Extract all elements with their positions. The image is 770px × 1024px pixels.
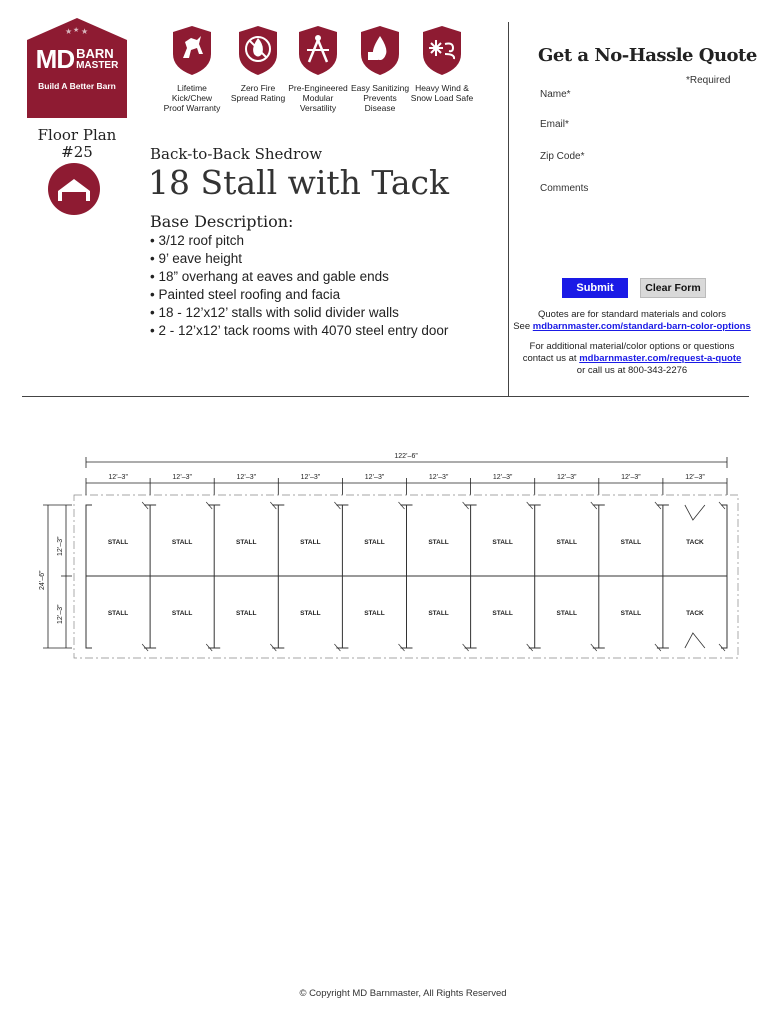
- note-colors: [512, 321, 752, 333]
- list-item: • 2 - 12’x12’ tack rooms with 4070 steel entry door: [150, 323, 449, 338]
- color-options-link[interactable]: mdbarnmaster.com/standard-barn-color-options: [532, 321, 751, 332]
- badge-engineered-l1: Pre-Engineered: [288, 83, 348, 93]
- stall-label: STALL: [492, 539, 513, 546]
- stall-label: STALL: [428, 539, 449, 546]
- stall-label: STALL: [236, 610, 257, 617]
- list-item: • 18” overhang at eaves and gable ends: [150, 269, 389, 284]
- quote-heading: Get a No-Hassle Quote: [538, 45, 757, 66]
- floor-plan-number: #25: [61, 143, 93, 161]
- badge-wind-l1: Heavy Wind &: [415, 83, 469, 93]
- overall-depth-label: 24’–6”: [39, 570, 46, 590]
- logo-tagline: Build A Better Barn: [38, 81, 116, 91]
- email-label: Email*: [540, 119, 569, 130]
- list-item: • 3/12 roof pitch: [150, 233, 245, 248]
- bay-dimension-label: 12’–3”: [236, 474, 256, 481]
- svg-text:★: ★: [73, 27, 80, 34]
- page-subtitle: Back-to-Back Shedrow: [150, 145, 323, 163]
- note-additional: For additional material/color options or questions: [529, 341, 735, 352]
- page-title: 18 Stall with Tack: [148, 163, 450, 202]
- drafting-compass-icon: [295, 24, 341, 76]
- tack-entry-door-bottom: [685, 633, 705, 648]
- bay-dimension-label: 12’–3”: [108, 474, 128, 481]
- vertical-divider: [508, 22, 509, 396]
- bay-dimension-label: 12’–3”: [300, 474, 321, 481]
- horizontal-divider: [22, 396, 749, 397]
- barn-icon: [48, 163, 100, 215]
- comments-label: Comments: [540, 183, 589, 194]
- floor-plan-word: Floor Plan: [37, 126, 117, 144]
- stall-label: STALL: [171, 610, 193, 617]
- row-depth-label-top: 12’–3”: [57, 536, 64, 556]
- stall-label: TACK: [686, 610, 704, 617]
- badge-fire-l2: Spread Rating: [230, 93, 286, 103]
- bay-dimension-label: 12’–3”: [492, 474, 513, 481]
- badge-wind-snow: [410, 24, 474, 103]
- name-field[interactable]: [600, 86, 744, 104]
- zip-label: Zip Code*: [540, 151, 585, 162]
- badge-sanitizing: [348, 24, 412, 113]
- badge-wind-l2: Snow Load Safe: [410, 93, 474, 103]
- stall-label: STALL: [107, 539, 129, 546]
- note-contact-prefix: contact us at: [522, 353, 580, 364]
- logo-barn: BARN: [76, 46, 114, 61]
- badge-engineered: [286, 24, 350, 113]
- fire-icon: [235, 24, 281, 76]
- badge-warranty-l1: Lifetime Kick/Chew: [171, 83, 213, 103]
- stall-label: STALL: [492, 610, 513, 617]
- stall-label: STALL: [300, 539, 321, 546]
- badge-sanitizing-l1: Easy Sanitizing: [350, 83, 410, 93]
- logo-wordmark: [27, 44, 127, 91]
- stall-label: STALL: [107, 610, 129, 617]
- badge-warranty-l2: Proof Warranty: [163, 103, 221, 113]
- stall-label: TACK: [686, 539, 704, 546]
- stall-label: STALL: [620, 539, 642, 546]
- stall-label: STALL: [556, 539, 577, 546]
- logo-md: MD: [35, 44, 75, 74]
- row-depth-label-bottom: 12’–3”: [57, 604, 64, 624]
- bay-dimension-label: 12’–3”: [428, 474, 449, 481]
- brand-logo: [27, 18, 127, 118]
- base-description-heading: Base Description:: [150, 212, 294, 231]
- stall-label: STALL: [236, 539, 257, 546]
- submit-button[interactable]: Submit: [562, 278, 628, 298]
- copyright-footer: © Copyright MD Barnmaster, All Rights Reserved: [299, 988, 507, 999]
- note-phone: or call us at 800-343-2276: [576, 365, 688, 376]
- stall-label: STALL: [556, 610, 577, 617]
- note-see: See: [513, 321, 533, 332]
- list-item: • 9’ eave height: [150, 251, 243, 266]
- email-field[interactable]: [600, 116, 744, 134]
- badge-warranty: [160, 24, 224, 113]
- list-item: • 18 - 12’x12’ stalls with solid divider walls: [150, 305, 399, 320]
- badge-fire: [226, 24, 290, 103]
- bay-dimension-label: 12’–3”: [557, 474, 577, 481]
- bay-dimension-label: 12’–3”: [621, 474, 641, 481]
- stall-label: STALL: [171, 539, 193, 546]
- required-note: *Required: [686, 75, 731, 86]
- stall-label: STALL: [364, 539, 385, 546]
- tack-entry-door-top: [685, 505, 705, 520]
- logo-master: MASTER: [76, 60, 119, 71]
- bay-dimension-label: 12’–3”: [172, 474, 192, 481]
- sanitize-icon: [357, 24, 403, 76]
- snow-wind-icon: [419, 24, 465, 76]
- overall-width-label: 122’–6”: [394, 453, 418, 460]
- list-item: • Painted steel roofing and facia: [150, 287, 341, 302]
- floor-plan-drawing: [0, 440, 770, 670]
- stall-label: STALL: [364, 610, 385, 617]
- note-standard: Quotes are for standard materials and colors: [538, 309, 726, 320]
- base-description-list: [150, 232, 500, 340]
- bay-dimension-label: 12’–3”: [685, 474, 705, 481]
- badge-engineered-l2: Modular Versatility: [299, 93, 337, 113]
- stall-label: STALL: [620, 610, 642, 617]
- request-quote-link[interactable]: mdbarnmaster.com/request-a-quote: [579, 353, 742, 364]
- note-contact: [512, 353, 752, 365]
- svg-text:★: ★: [81, 27, 89, 36]
- name-label: Name*: [540, 89, 571, 100]
- comments-field[interactable]: [540, 198, 744, 270]
- horse-icon: [169, 24, 215, 76]
- zip-field[interactable]: [600, 148, 744, 166]
- bay-dimension-label: 12’–3”: [364, 474, 385, 481]
- badge-fire-l1: Zero Fire: [240, 83, 276, 93]
- badge-sanitizing-l2: Prevents Disease: [363, 93, 397, 113]
- stall-label: STALL: [300, 610, 321, 617]
- svg-text:★: ★: [65, 27, 73, 36]
- floor-plan-label: [30, 127, 124, 161]
- clear-form-button[interactable]: Clear Form: [640, 278, 706, 298]
- stall-label: STALL: [428, 610, 449, 617]
- quote-notes: [512, 309, 752, 377]
